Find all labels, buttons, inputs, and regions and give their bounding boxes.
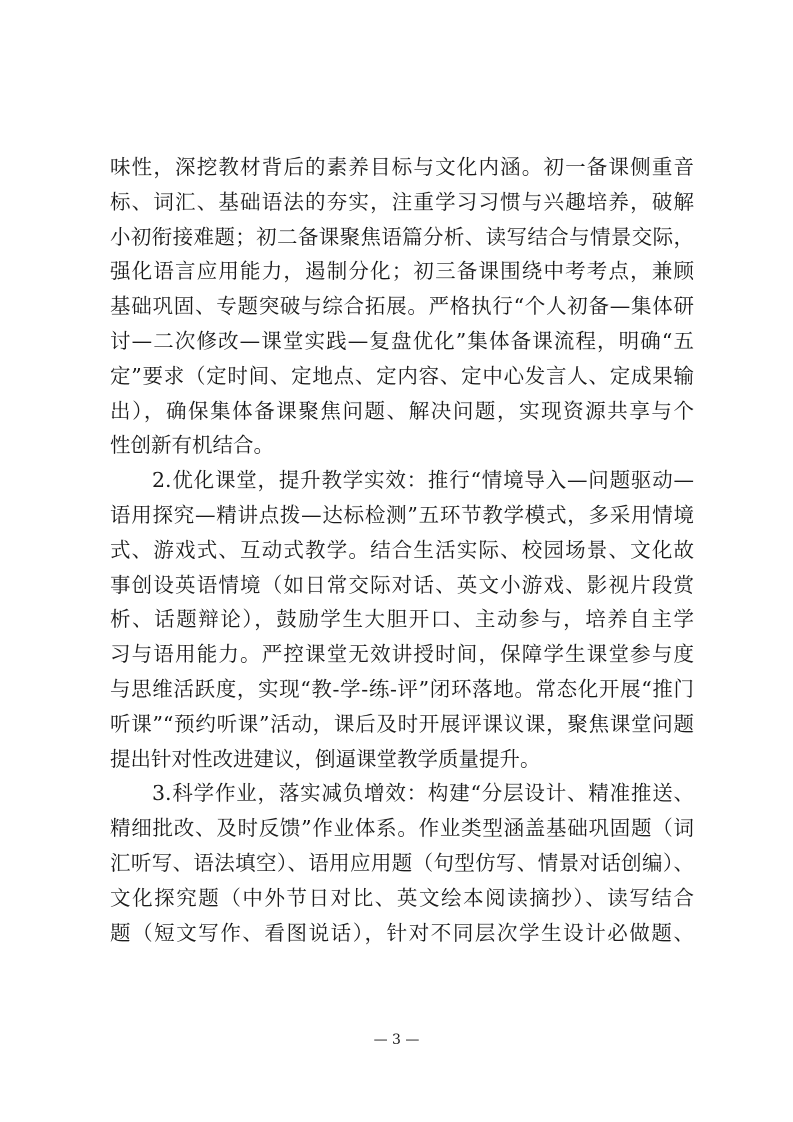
text-line: 性创新有机结合。 [110,433,274,458]
text-line: 提出针对性改进建议，倒逼课堂教学质量提升。 [110,746,541,771]
text-line: 析、话题辩论），鼓励学生大胆开口、主动参与，培养自主学 [110,607,694,632]
text-line: 出），确保集体备课聚焦问题、解决问题，实现资源共享与个 [110,398,694,423]
text-line: 小初衔接难题；初二备课聚焦语篇分析、读写结合与情景交际， [110,224,694,249]
paragraph-2 [110,463,694,776]
text-line: 精细批改、及时反馈”作业体系。作业类型涵盖基础巩固题（词 [110,816,694,841]
text-line: 习与语用能力。严控课堂无效讲授时间，保障学生课堂参与度 [110,642,694,667]
text-line: 强化语言应用能力，遏制分化；初三备课围绕中考考点，兼顾 [110,259,694,284]
text-line: 味性，深挖教材背后的素养目标与文化内涵。初一备课侧重音 [110,155,694,179]
paragraph-3 [110,776,694,950]
text-line: 语用探究—精讲点拨—达标检测”五环节教学模式，多采用情境 [110,502,694,527]
text-line: 听课”“预约听课”活动，课后及时开展评课议课，聚焦课堂问题 [110,711,694,736]
text-line: 基础巩固、专题突破与综合拓展。严格执行“个人初备—集体研 [110,294,694,319]
text-line: 标、词汇、基础语法的夯实，注重学习习惯与兴趣培养，破解 [110,189,694,214]
text-line: 事创设英语情境（如日常交际对话、英文小游戏、影视片段赏 [110,572,694,597]
text-line: 题（短文写作、看图说话），针对不同层次学生设计必做题、 [110,920,694,945]
paragraph-1 [110,150,694,463]
page-number: — 3 — [373,1032,420,1048]
text-line: 式、游戏式、互动式教学。结合生活实际、校园场景、文化故 [110,537,694,562]
text-line: 文化探究题（中外节日对比、英文绘本阅读摘抄）、读写结合 [110,885,694,910]
text-line: 3.科学作业，落实减负增效：构建“分层设计、精准推送、 [152,781,694,806]
text-line: 讨—二次修改—课堂实践—复盘优化”集体备课流程，明确“五 [110,328,694,353]
text-line: 与思维活跃度，实现“教-学-练-评”闭环落地。常态化开展“推门 [110,676,694,701]
text-line: 定”要求（定时间、定地点、定内容、定中心发言人、定成果输 [110,363,694,388]
body-text [110,150,694,950]
text-line: 汇听写、语法填空）、语用应用题（句型仿写、情景对话创编）、 [110,850,694,875]
text-line: 2.优化课堂，提升教学实效：推行“情境导入—问题驱动— [152,468,694,493]
